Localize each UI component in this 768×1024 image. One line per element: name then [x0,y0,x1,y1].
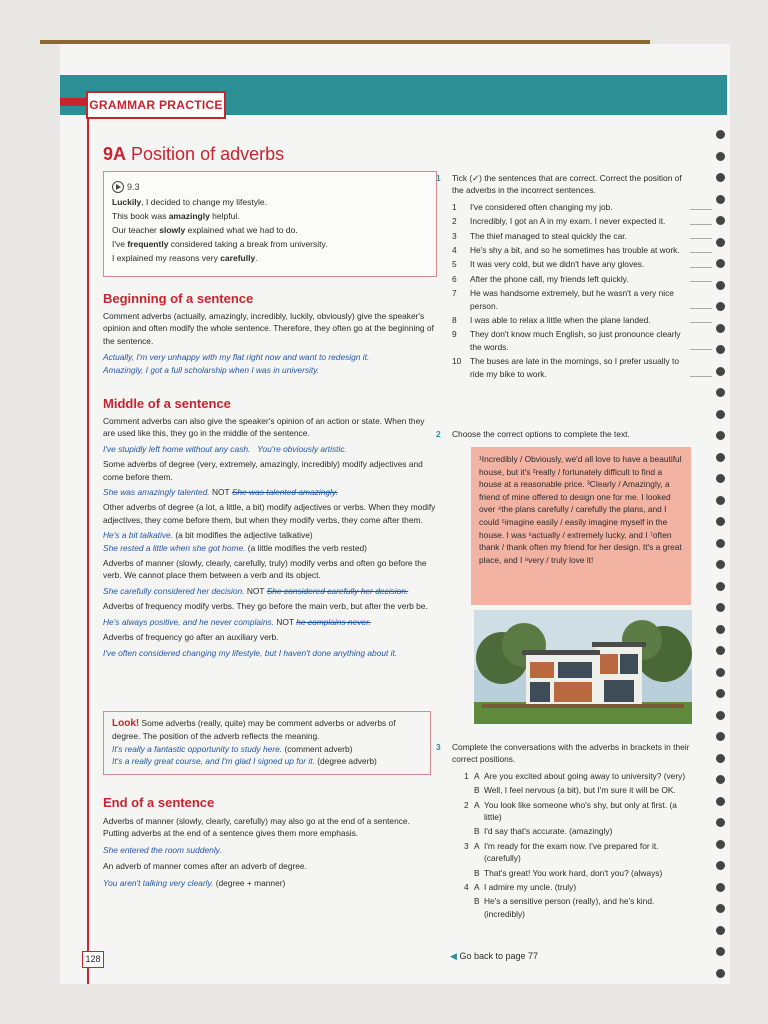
rule-text: Some adverbs of degree (very, extremely, amazingly, incredibly) modify adjectives and come before them. [103,459,423,482]
answer-blank [690,267,712,268]
conversation-line[interactable]: B Well, I feel nervous (a bit), but I'm sure it will be OK. [474,785,676,796]
binding-ring [716,969,725,978]
binding-ring [716,281,725,290]
binding-ring [716,689,725,698]
binding-ring [716,603,725,612]
answer-blank [690,252,712,253]
binding-ring [716,130,725,139]
binding-ring [716,367,725,376]
binding-ring [716,388,725,397]
binding-ring [716,474,725,483]
title-text: Position of adverbs [131,144,285,164]
exercise-2 [436,428,692,440]
look-box [103,711,431,775]
rule-text: Adverbs of manner (slowly, clearly, carefully) may also go at the end of a sentence. Putting adverbs at the end of a sentence gives them more emphasis. [103,816,410,839]
exercise-items [452,201,692,380]
binding-ring [716,259,725,268]
conversation-line[interactable]: B That's great! You work hard, don't you? (always) [474,867,663,878]
conversation-line[interactable]: 3 A I'm ready for the exam now. I've prepared for it. (carefully) [464,840,659,864]
list-item[interactable]: 4 He's shy a bit, and so he sometimes has trouble at work. [452,244,692,256]
list-item[interactable]: 1 I've considered often changing my job. [452,201,692,213]
binding-ring [716,646,725,655]
audio-track[interactable] [112,180,428,194]
answer-blank [690,308,712,309]
go-back-label: Go back to page 77 [459,951,538,961]
list-item[interactable]: 2 Incredibly, I got an A in my exam. I never expected it. [452,215,692,227]
example-row: He's a bit talkative. (a bit modifies the adjective talkative) [103,530,313,541]
binding-ring [716,818,725,827]
binding-ring [716,431,725,440]
answer-blank [690,224,712,225]
section-beginning [103,291,438,376]
binding-ring [716,410,725,419]
binding-ring [716,582,725,591]
example-box [103,171,437,277]
conversation-line[interactable]: 1 A Are you excited about going away to university? (very) [464,770,686,781]
binding-ring [716,926,725,935]
rule-text: Other adverbs of degree (a lot, a little, a bit) modify adjectives or verbs. When they modify adjectives, they come before them, but when they modify verbs, they come after them. [103,502,436,525]
example-row: I've stupidly left home without any cash. You're obviously artistic. [103,443,347,454]
exercise-3 [436,741,692,922]
section-heading: Middle of a sentence [103,396,231,411]
example-row: He's always positive, and he never complains. NOT he complains never. [103,616,371,627]
binding-ring [716,345,725,354]
example-row: You aren't talking very clearly. (degree + manner) [103,877,286,888]
house-photo [474,610,692,724]
list-item[interactable]: 3 The thief managed to steal quickly the car. [452,230,692,242]
rule-text: An adverb of manner comes after an adverb of degree. [103,861,307,872]
list-item[interactable]: 9 They don't know much English, so just pronounce clearly the words. [452,328,692,353]
list-item[interactable]: 7 He was handsome extremely, but he wasn't a very nice person. [452,287,692,312]
binding-ring [716,625,725,634]
section-heading: Beginning of a sentence [103,291,254,306]
page-title [103,144,284,165]
exercise-number: 3 [436,742,441,752]
go-back-link[interactable] [450,951,538,962]
binding-ring [716,711,725,720]
binding-ring [716,302,725,311]
list-item[interactable]: 5 It was very cold, but we didn't have any gloves. [452,258,692,270]
binding-ring [716,732,725,741]
binding-ring [716,195,725,204]
header-accent [60,98,86,106]
rule-text: Adverbs of frequency go after an auxiliary verb. [103,632,279,643]
binding-ring [716,173,725,182]
binding-ring [716,324,725,333]
binding-ring [716,453,725,462]
example-line: I've frequently considered taking a break from university. [112,239,328,249]
exercise-instructions: Tick (✓) the sentences that are correct. Correct the position of the adverbs in the incorrect sentences. [452,173,682,196]
list-item[interactable]: 8 I was able to relax a little when the plane landed. [452,314,692,326]
exercise-instructions: Choose the correct options to complete the text. [452,429,630,439]
conversation-line[interactable]: B He's a sensitive person (really), and he's kind. (incredibly) [474,896,655,919]
rule-text: Adverbs of manner (slowly, clearly, carefully, truly) modify verbs and often go before the verb. We cannot place them between a verb and its object. [103,558,427,581]
example-line: This book was amazingly helpful. [112,211,240,221]
page-number: 128 [82,951,104,968]
binding-ring [716,668,725,677]
section-end [103,795,438,889]
binding-ring [716,496,725,505]
example-row: It's really a fantastic opportunity to study here. (comment adverb) [112,743,353,754]
margin-rule [87,119,89,984]
binding-ring [716,539,725,548]
exercise-1 [436,172,692,382]
look-text: Look! Some adverbs (really, quite) may be comment adverbs or adverbs of degree. The position of the adverb reflects the meaning. [112,718,396,742]
unit-number: 9A [103,144,127,164]
conversation-list [452,770,692,920]
list-item[interactable]: 10 The buses are late in the mornings, so I prefer usually to ride my bike to work. [452,355,692,380]
binding-ring [716,754,725,763]
example-sentence: Actually, I'm very unhappy with my flat right now and want to redesign it. [103,352,370,363]
example-sentence: She entered the room suddenly. [103,844,222,855]
example-line: Luckily, I decided to change my lifestyle. [112,197,267,207]
audio-number: 9.3 [127,182,140,192]
binding-ring [716,517,725,526]
answer-blank [690,376,712,377]
answer-blank [690,238,712,239]
example-sentence: I've often considered changing my lifestyle, but I haven't done anything about it. [103,647,398,658]
example-row: She carefully considered her decision. NOT She considered carefully her decision. [103,585,409,596]
list-item[interactable]: 6 After the phone call, my friends left quickly. [452,273,692,285]
binding-ring [716,883,725,892]
answer-blank [690,349,712,350]
choice-text-box[interactable]: ¹Incredibly / Obviously, we'd all love to have a beautiful house, but it's ²really / fortunately difficult to find a house at a reasonable price. ³Clearly / Amazingly, a friend of mine offered to design one for me. I looked over ⁴the plans carefully / carefully the plans, and I could ⁵imagine easily / easily imagine myself in the house. I was ⁶actually / extremely lucky, and I ⁷often thank / thank often my friend for her design. It's a great place, and I ⁸very / truly love it! [471,447,691,605]
binding-ring [716,238,725,247]
spiral-binding [716,130,730,990]
binding-ring [716,216,725,225]
back-arrow-icon: ◀ [450,951,457,961]
example-row: It's a really great course, and I'm glad I signed up for it. (degree adverb) [112,756,377,767]
rule-text: Adverbs of frequency modify verbs. They go before the main verb, but after the verb be. [103,601,428,612]
section-label: GRAMMAR PRACTICE [86,91,226,119]
example-sentence: Amazingly, I got a full scholarship when I was in university. [103,364,320,375]
example-row: She was amazingly talented. NOT She was talented amazingly. [103,487,338,498]
example-line: Our teacher slowly explained what we had to do. [112,225,298,235]
answer-blank [690,281,712,282]
binding-ring [716,904,725,913]
answer-blank [690,322,712,323]
binding-ring [716,861,725,870]
rule-text: Comment adverbs (actually, amazingly, incredibly, luckily, obviously) give the speaker's opinion and often modify the whole sentence. Therefore, they often go at the beginning of the sentence. [103,311,434,346]
conversation-line[interactable]: 4 A I admire my uncle. (truly) [464,882,577,893]
section-middle [103,396,438,659]
example-row: She rested a little when she got home. (a little modifies the verb rested) [103,542,367,553]
binding-ring [716,797,725,806]
exercise-number: 2 [436,429,441,439]
binding-ring [716,775,725,784]
binding-ring [716,560,725,569]
binding-ring [716,947,725,956]
answer-blank [690,209,712,210]
conversation-line[interactable]: B I'd say that's accurate. (amazingly) [474,826,613,837]
binding-ring [716,840,725,849]
play-icon[interactable] [112,181,124,193]
binding-ring [716,152,725,161]
conversation-line[interactable]: 2 A You look like someone who's shy, but only at first. (a little) [464,799,677,823]
exercise-instructions: Complete the conversations with the adverbs in brackets in their correct positions. [452,742,690,765]
exercise-number: 1 [436,173,441,183]
section-heading: End of a sentence [103,795,215,810]
example-line: I explained my reasons very carefully. [112,253,258,263]
rule-text: Comment adverbs can also give the speaker's opinion of an action or state. When they are used like this, they go in the middle of the sentence. [103,416,425,439]
